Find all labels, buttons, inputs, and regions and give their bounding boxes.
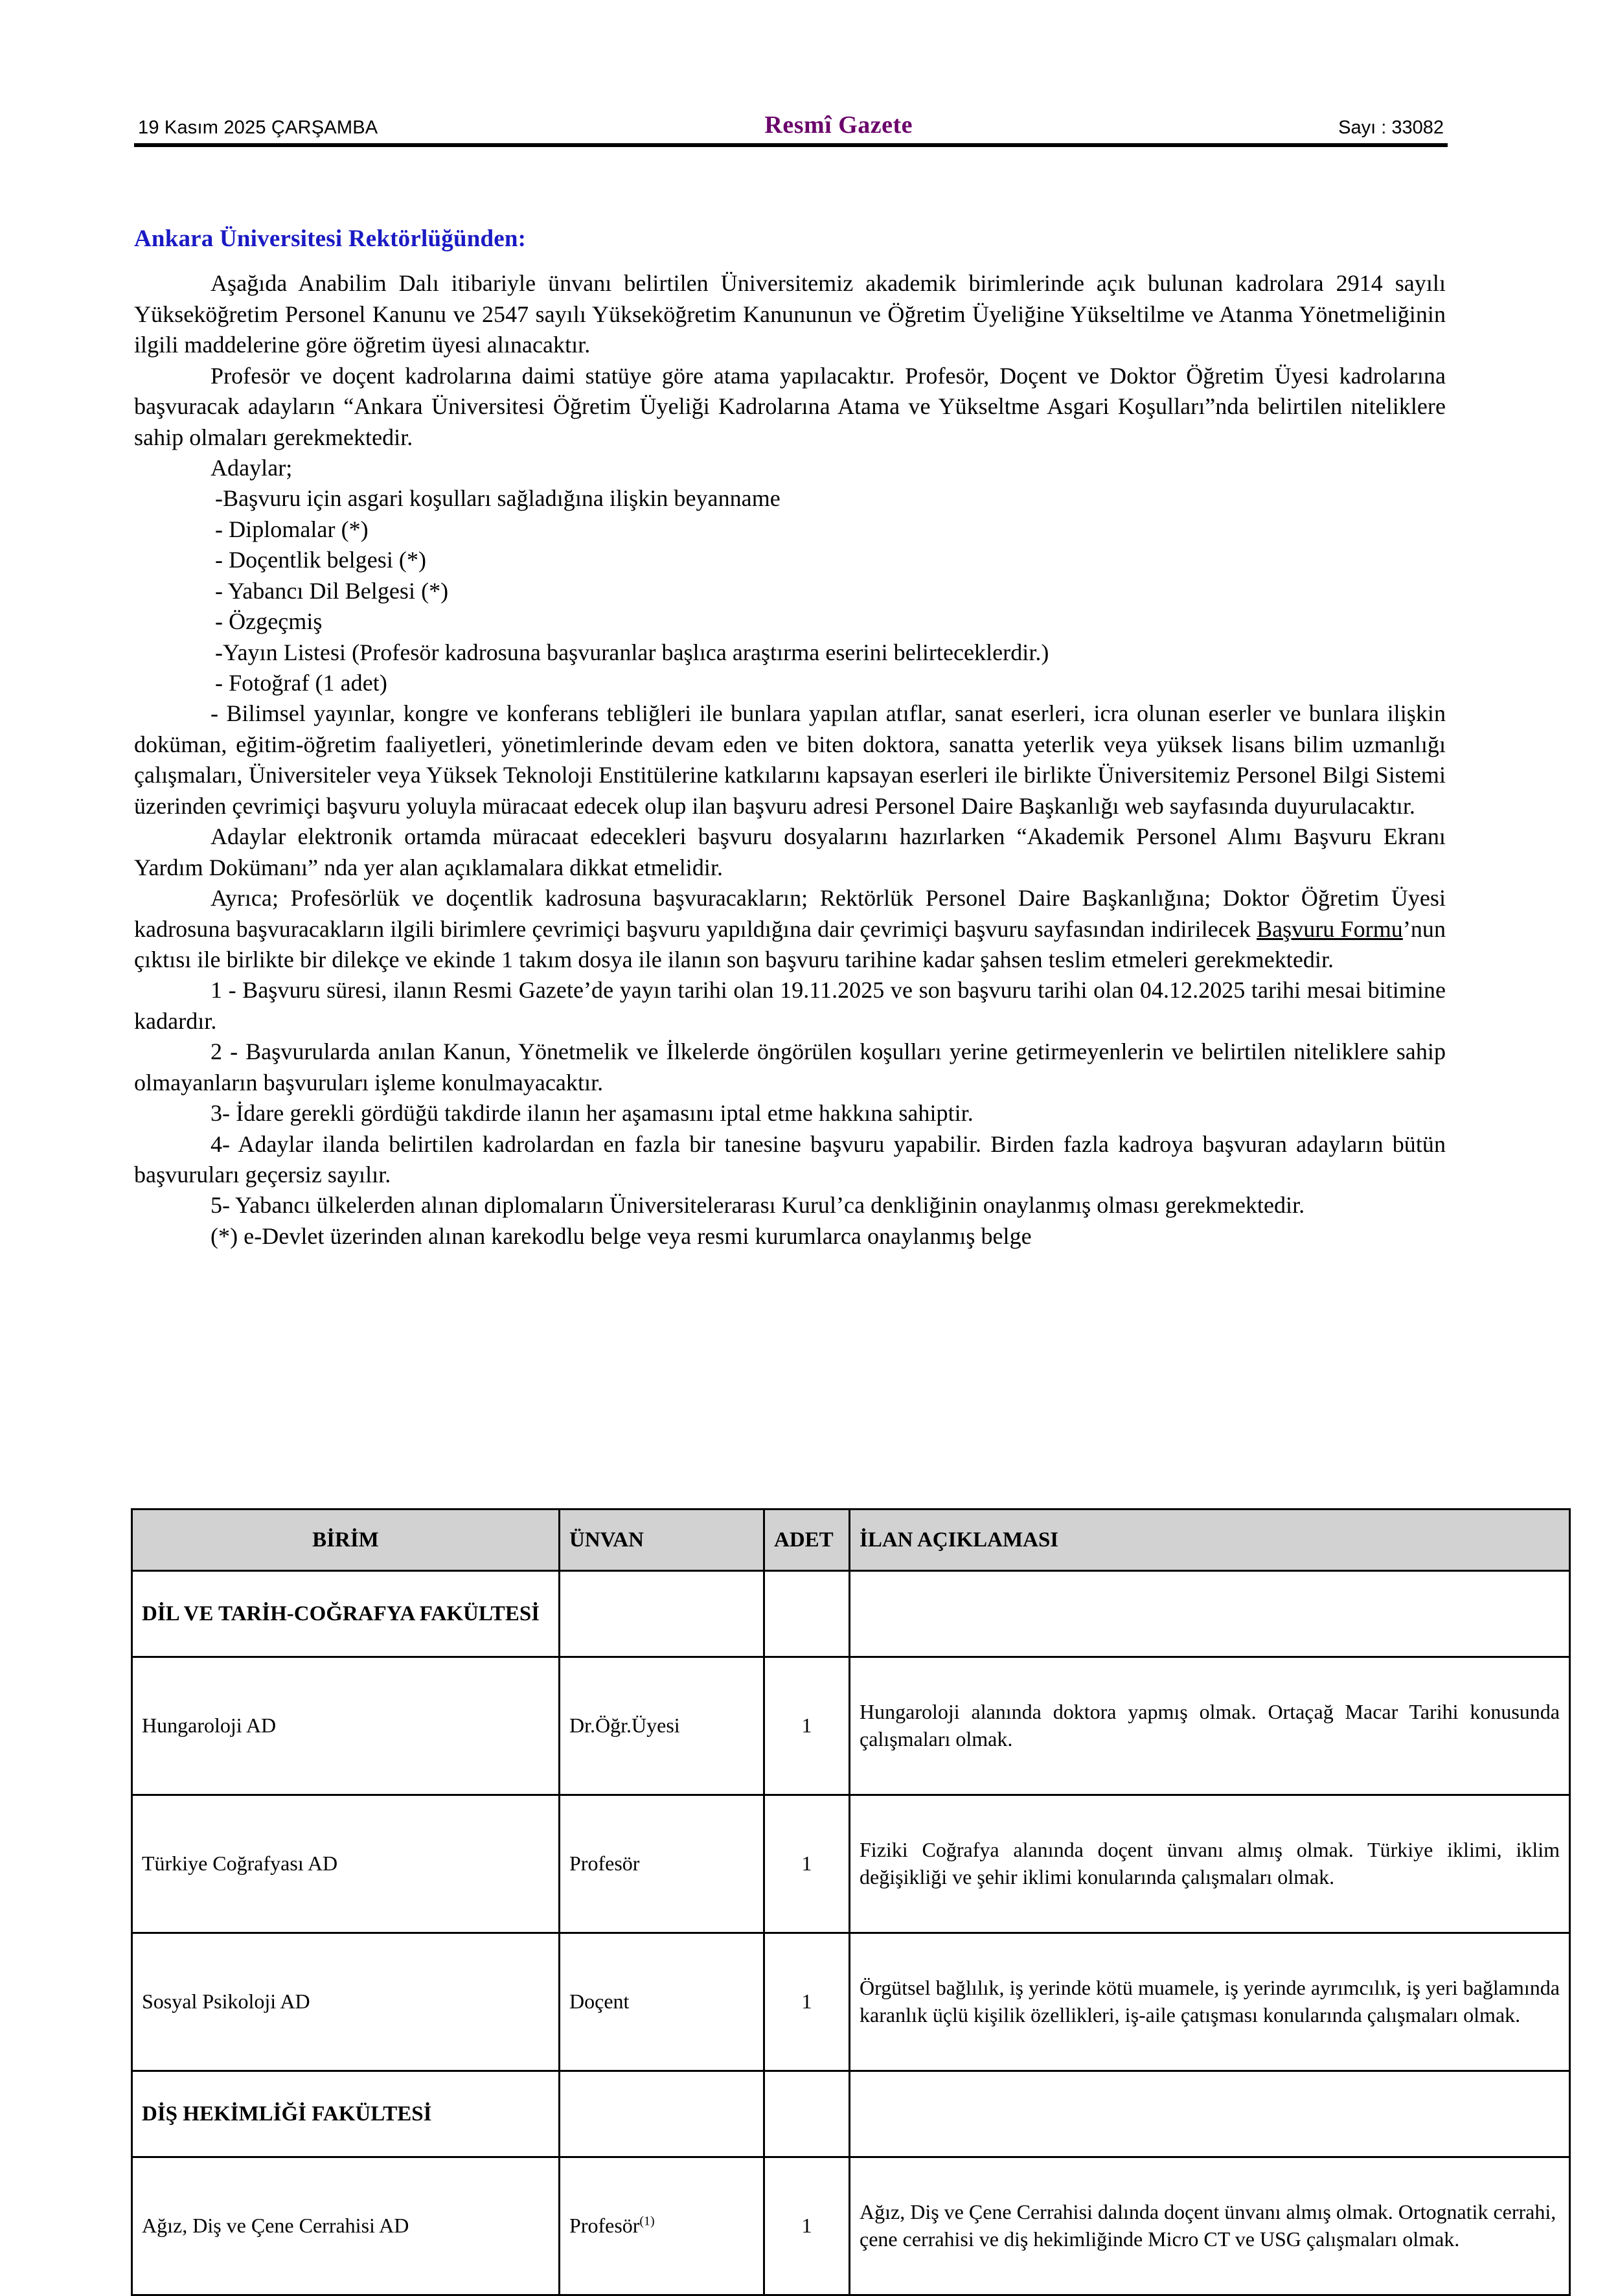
cell-adet: 1 xyxy=(764,1795,850,1933)
column-header-adet: ADET xyxy=(764,1510,850,1571)
cell-birim: Sosyal Psikoloji AD xyxy=(132,1933,560,2071)
cell-adet xyxy=(764,2071,850,2157)
table-row xyxy=(132,1933,1570,2071)
cell-aciklama xyxy=(850,2071,1570,2157)
list-item: - Diplomalar (*) xyxy=(215,516,369,542)
list-item: -Yayın Listesi (Profesör kadrosuna başvuranlar başlıca araştırma eserini belirteceklerdir.) xyxy=(215,639,1049,665)
table-row xyxy=(132,2071,1570,2157)
column-header-unvan: ÜNVAN xyxy=(560,1510,764,1571)
numbered-item-1: 1 - Başvuru süresi, ilanın Resmi Gazete’de yayın tarihi olan 19.11.2025 ve son başvuru tarihi olan 04.12.2025 tarihi mesai bitimine kadardır. xyxy=(134,977,1446,1034)
numbered-item-2: 2 - Başvurularda anılan Kanun, Yönetmelik ve İlkelerde öngörülen koşulları yerine getirmeyenlerin ve belirtilen niteliklere sahip olmayanların başvuruları işleme konulmayacaktır. xyxy=(134,1039,1446,1096)
table-row xyxy=(132,1657,1570,1795)
list-item: - Yabancı Dil Belgesi (*) xyxy=(215,577,449,604)
cell-aciklama: Ağız, Diş ve Çene Cerrahisi dalında doçent ünvanı almış olmak. Ortognatik cerrahi, çene cerrahisi ve diş hekimliğinde Micro CT ve USG çalışmaları olmak. xyxy=(850,2157,1570,2295)
application-form-link: Başvuru Formu xyxy=(1257,915,1403,942)
table-body xyxy=(132,1571,1570,2295)
running-header xyxy=(134,97,1449,148)
application-form-text-part1: Ayrıca; Profesörlük ve doçentlik kadrosuna başvuracakların; Rektörlük Personel Daire Başkanlığına; Doktor Öğretim Üyesi kadrosuna başvuracakların ilgili birimlere çevrimiçi başvuru yapıldığına dair çevrimiçi başvuru sayfasından indirilecek xyxy=(134,885,1446,942)
table-row xyxy=(132,1795,1570,1933)
list-item: - Doçentlik belgesi (*) xyxy=(215,547,427,573)
cell-birim: Ağız, Diş ve Çene Cerrahisi AD xyxy=(132,2157,560,2295)
cell-unvan: Dr.Öğr.Üyesi xyxy=(560,1657,764,1795)
cell-unvan xyxy=(560,2157,764,2295)
gazette-issue-number: Sayı : 33082 xyxy=(1338,117,1444,138)
positions-table-container xyxy=(131,1508,1569,2296)
announcement-body xyxy=(134,224,1446,1252)
paragraph-scientific-publications: - Bilimsel yayınlar, kongre ve konferans tebliğleri ile bunlara yapılan atıflar, sanat eserleri, icra olunan eserler ve bunlara ilişkin doküman, eğitim-öğretim faaliyetleri, yönetimlerinde devam eden ve biten doktora, sanatta yeterlik veya yüksek lisans bilim uzmanlığı çalışmaları, Üniversiteler veya Yüksek Teknoloji Enstitülerine katkılarını kapsayan eserleri ile birlikte Üniversitemiz Personel Bilgi Sistemi üzerinden çevrimiçi başvuru yoluyla müracaat edecek olup ilan başvuru adresi Personel Daire Başkanlığı web sayfasında duyurulacaktır. xyxy=(134,700,1446,819)
paragraph-application-form xyxy=(134,883,1446,975)
list-item: - Fotoğraf (1 adet) xyxy=(215,670,387,696)
paragraph-candidates-label: Adaylar; xyxy=(211,454,293,481)
cell-birim: Türkiye Coğrafyası AD xyxy=(132,1795,560,1933)
cell-unvan-label: Profesör xyxy=(569,2214,640,2238)
cell-unvan xyxy=(560,1571,764,1657)
application-form-text-part2: ’nun çıktısı ile birlikte bir dilekçe ve ekinde 1 takım dosya ile ilanın son başvuru tarihine kadar şahsen teslim etmeleri gerekmektedir. xyxy=(134,915,1446,972)
list-item: -Başvuru için asgari koşulları sağladığına ilişkin beyanname xyxy=(215,485,781,512)
cell-aciklama xyxy=(850,1571,1570,1657)
column-header-birim: BİRİM xyxy=(132,1510,560,1571)
cell-birim: DİL VE TARİH-COĞRAFYA FAKÜLTESİ xyxy=(132,1571,560,1657)
cell-unvan: Profesör xyxy=(560,1795,764,1933)
numbered-item-5: 5- Yabancı ülkelerden alınan diplomaların Üniversitelerarası Kurul’ca denkliğinin onaylanmış olması gerekmektedir. xyxy=(211,1192,1305,1219)
list-item: - Özgeçmiş xyxy=(215,608,323,635)
paragraph-intro: Aşağıda Anabilim Dalı itibariyle ünvanı belirtilen Üniversitemiz akademik birimlerinde açık bulunan kadrolara 2914 sayılı Yükseköğretim Personel Kanunu ve 2547 sayılı Yükseköğretim Kanununun ve Öğretim Üyeliğine Yükseltilme ve Atanma Yönetmeliğinin ilgili maddelerine göre öğretim üyesi alınacaktır. xyxy=(134,270,1446,358)
table-row xyxy=(132,1571,1570,1657)
cell-unvan: Doçent xyxy=(560,1933,764,2071)
table-header-row xyxy=(132,1510,1570,1571)
gazette-date: 19 Kasım 2025 ÇARŞAMBA xyxy=(138,117,378,138)
header-divider-rule xyxy=(134,143,1448,147)
table-row xyxy=(132,2157,1570,2295)
footnote-asterisk: (*) e-Devlet üzerinden alınan karekodlu belge veya resmi kurumlarca onaylanmış belge xyxy=(211,1223,1032,1249)
cell-adet: 1 xyxy=(764,1933,850,2071)
cell-adet: 1 xyxy=(764,2157,850,2295)
page-title: Ankara Üniversitesi Rektörlüğünden: xyxy=(134,225,527,252)
numbered-item-4: 4- Adaylar ilanda belirtilen kadrolardan en fazla bir tanesine başvuru yapabilir. Birden fazla kadroya başvuran adayların bütün başvuruları geçersiz sayılır. xyxy=(134,1131,1446,1188)
positions-table xyxy=(131,1508,1571,2296)
cell-adet: 1 xyxy=(764,1657,850,1795)
cell-aciklama: Örgütsel bağlılık, iş yerinde kötü muamele, iş yerinde ayrımcılık, iş yeri bağlamında karanlık üçlü kişilik özellikleri, iş-aile çatışması konularında çalışmaları olmak. xyxy=(850,1933,1570,2071)
numbered-item-3: 3- İdare gerekli gördüğü takdirde ilanın her aşamasını iptal etme hakkına sahiptir. xyxy=(211,1100,974,1127)
cell-unvan xyxy=(560,2071,764,2157)
cell-unvan-footnote-marker: (1) xyxy=(639,2214,655,2229)
paragraph-appointment-conditions: Profesör ve doçent kadrolarına daimi statüye göre atama yapılacaktır. Profesör, Doçent ve Doktor Öğretim Üyesi kadrolarına başvuracak adayların “Ankara Üniversitesi Öğretim Üyeliği Kadrolarına Atama ve Yükseltme Asgari Koşulları”nda belirtilen niteliklere sahip olmaları gerekmektedir. xyxy=(134,362,1446,450)
table-header xyxy=(132,1510,1570,1571)
column-header-aciklama: İLAN AÇIKLAMASI xyxy=(850,1510,1570,1571)
running-header-row xyxy=(134,97,1449,137)
cell-birim: DİŞ HEKİMLİĞİ FAKÜLTESİ xyxy=(132,2071,560,2157)
gazette-title: Resmî Gazete xyxy=(764,111,913,139)
cell-aciklama: Hungaroloji alanında doktora yapmış olmak. Ortaçağ Macar Tarihi konusunda çalışmaları olmak. xyxy=(850,1657,1570,1795)
paragraph-electronic-application: Adaylar elektronik ortamda müracaat edecekleri başvuru dosyalarını hazırlarken “Akademik Personel Alımı Başvuru Ekranı Yardım Dokümanı” nda yer alan açıklamalara dikkat etmelidir. xyxy=(134,823,1446,880)
cell-birim: Hungaroloji AD xyxy=(132,1657,560,1795)
cell-aciklama: Fiziki Coğrafya alanında doçent ünvanı almış olmak. Türkiye iklimi, iklim değişikliği ve şehir iklimi konularında çalışmaları olmak. xyxy=(850,1795,1570,1933)
cell-adet xyxy=(764,1571,850,1657)
